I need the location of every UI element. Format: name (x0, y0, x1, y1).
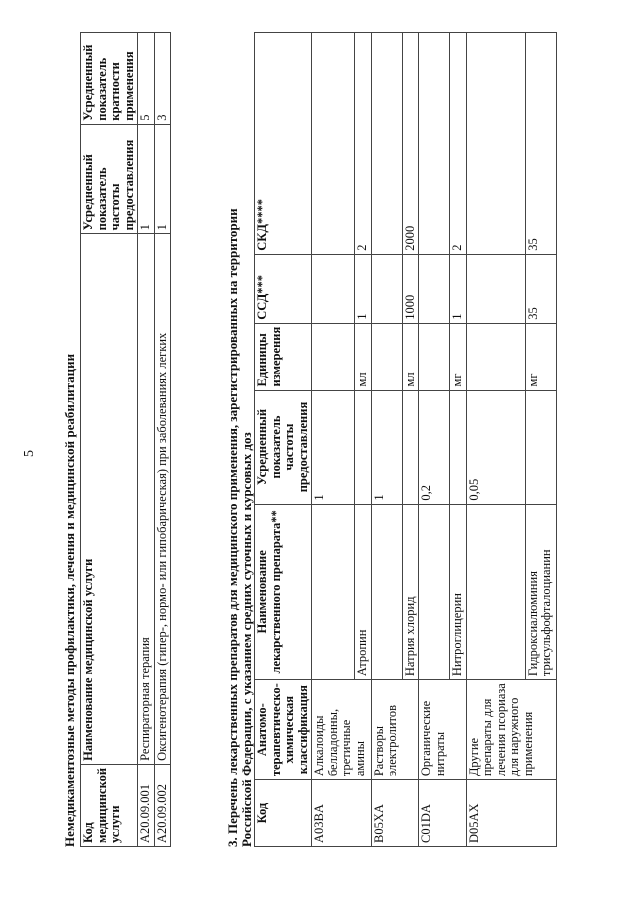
table-row-group (371, 33, 402, 847)
empty-cell (312, 254, 355, 323)
empty-cell (466, 323, 525, 390)
empty-cell (419, 504, 450, 680)
header-multiplicity: Усредненный показатель кратности применения (81, 33, 138, 125)
drug-ssd: 1 (450, 254, 467, 323)
section3-title (226, 208, 254, 847)
atc-class: Растворы электролитов (371, 680, 419, 780)
empty-cell (371, 504, 402, 680)
drug-unit: мг (450, 323, 467, 390)
empty-cell (402, 390, 419, 504)
empty-cell (419, 33, 450, 255)
empty-cell (312, 323, 355, 390)
drug-ssd: 1000 (402, 254, 419, 323)
table-row-group (419, 33, 450, 847)
atc-code: D05AX (466, 780, 556, 847)
service-multiplicity: 3 (154, 33, 171, 125)
atc-code: B05XA (371, 780, 419, 847)
header-skd: СКД**** (255, 33, 312, 255)
section1-title: Немедикаментозные методы профилактики, лечения и медицинской реабилитации (62, 353, 77, 847)
header-unit: Единицы измерения (255, 323, 312, 390)
table-header-row (81, 33, 138, 847)
group-frequency: 1 (312, 390, 355, 504)
table-row (138, 33, 155, 847)
header-drug: Наименование лекарственного препарата** (255, 504, 312, 680)
table-header-row (255, 33, 312, 847)
empty-cell (466, 254, 525, 323)
atc-code: A03BA (312, 780, 372, 847)
empty-cell (466, 504, 525, 680)
service-name: Оксигенотерапия (гипер-, нормо- или гипобарическая) при заболеваниях легких (154, 234, 171, 765)
service-code: A20.09.002 (154, 764, 171, 846)
group-frequency: 0,2 (419, 390, 450, 504)
drug-skd: 35 (525, 33, 556, 255)
header-service-code: Код медицинской услуги (81, 764, 138, 846)
table-row-group (466, 33, 525, 847)
empty-cell (371, 33, 402, 255)
drug-name: Натрия хлорид (402, 504, 419, 680)
empty-cell (371, 323, 402, 390)
header-frequency: Усредненный показатель частоты предоставления (255, 390, 312, 504)
service-code: A20.09.001 (138, 764, 155, 846)
service-name: Респираторная терапия (138, 234, 155, 765)
empty-cell (419, 323, 450, 390)
drug-unit: мл (402, 323, 419, 390)
drug-name: Атропин (355, 504, 372, 680)
drug-skd: 2000 (402, 33, 419, 255)
empty-cell (312, 504, 355, 680)
section3-title-line1: 3. Перечень лекарственных препаратов для медицинского применения, зарегистрированных на территории (225, 208, 240, 847)
atc-class: Органические нитраты (419, 680, 467, 780)
services-table (80, 32, 171, 847)
group-frequency: 0,05 (466, 390, 525, 504)
service-frequency: 1 (138, 124, 155, 234)
drug-name: Нитроглицерин (450, 504, 467, 680)
page-number: 5 (22, 450, 37, 457)
empty-cell (525, 390, 556, 504)
group-frequency: 1 (371, 390, 402, 504)
drug-unit: мл (355, 323, 372, 390)
service-multiplicity: 5 (138, 33, 155, 125)
atc-code: C01DA (419, 780, 467, 847)
empty-cell (466, 33, 525, 255)
header-service-name: Наименование медицинской услуги (81, 234, 138, 765)
atc-class: Алкалоиды белладонны, третичные амины (312, 680, 372, 780)
empty-cell (450, 390, 467, 504)
section3-title-line2: Российской Федерации, с указанием средних суточных и курсовых доз (239, 432, 254, 847)
table-row (154, 33, 171, 847)
header-ssd: ССД*** (255, 254, 312, 323)
table-row-group (312, 33, 355, 847)
drugs-table (254, 32, 557, 847)
empty-cell (419, 254, 450, 323)
drug-ssd: 35 (525, 254, 556, 323)
header-atc: Анатомо-терапевтическо-химическая классификация (255, 680, 312, 780)
header-code: Код (255, 780, 312, 847)
drug-skd: 2 (450, 33, 467, 255)
empty-cell (312, 33, 355, 255)
drug-skd: 2 (355, 33, 372, 255)
empty-cell (355, 390, 372, 504)
drug-unit: мг (525, 323, 556, 390)
drug-ssd: 1 (355, 254, 372, 323)
header-frequency: Усредненный показатель частоты предоставления (81, 124, 138, 234)
drug-name: Гидроксиалюминия трисульфофталоцианин (525, 504, 556, 680)
empty-cell (371, 254, 402, 323)
atc-class: Другие препараты для лечения псориаза для наружного применения (466, 680, 556, 780)
service-frequency: 1 (154, 124, 171, 234)
